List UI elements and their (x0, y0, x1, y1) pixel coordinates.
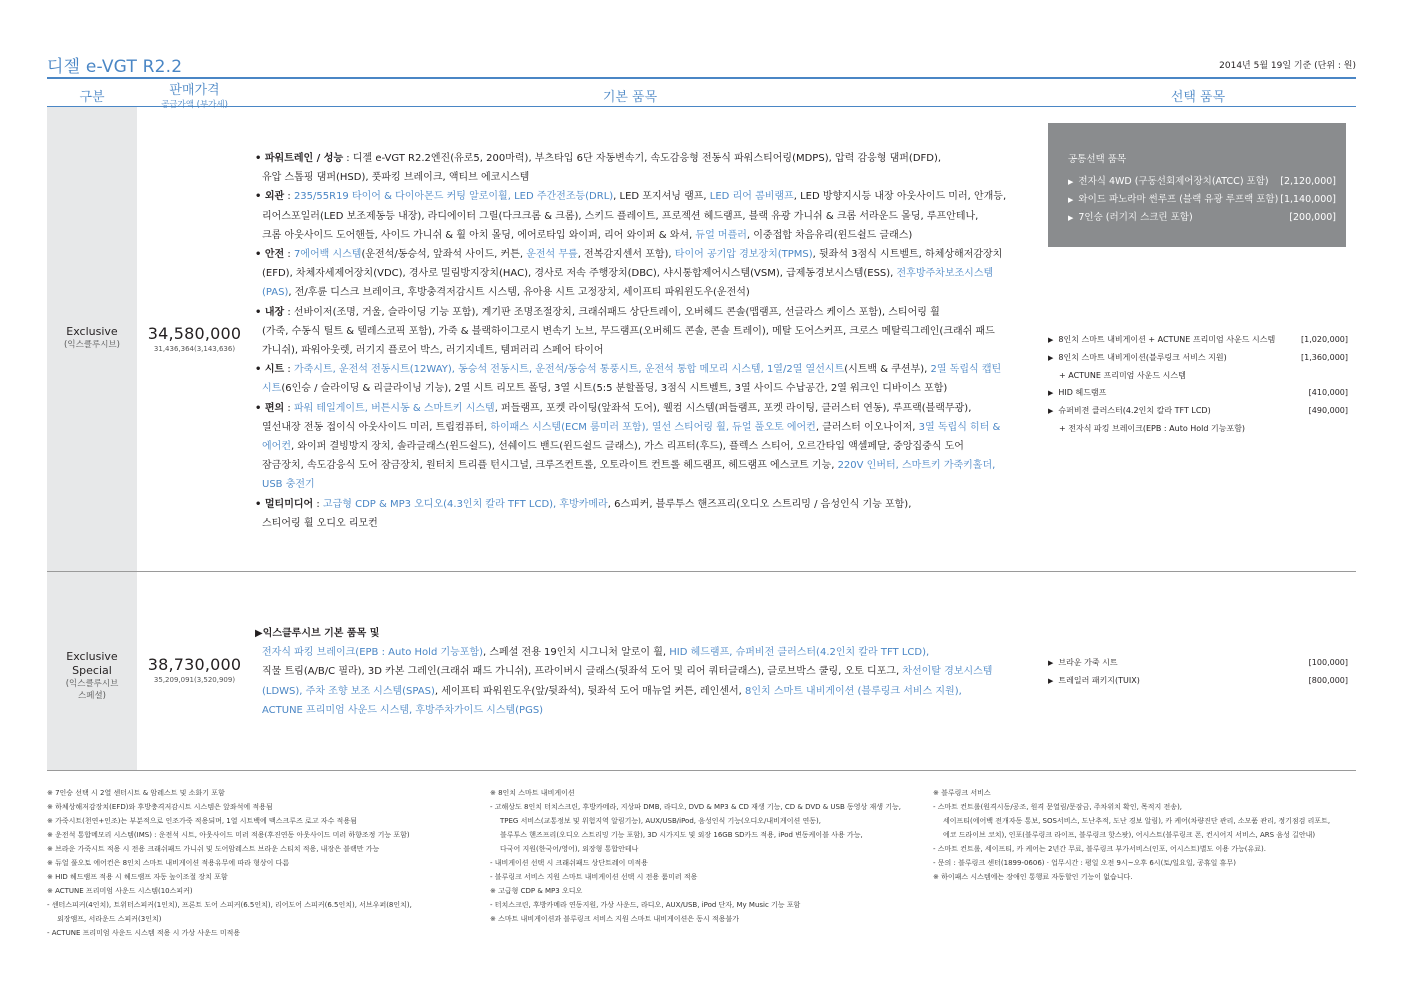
list-item: 잠금장치, 속도감응식 도어 잠금장치, 원터치 트리플 턴시그널, 크루즈컨트롤, 오토라이트 컨트롤 헤드램프, 헤드램프 에스코트 기능, 220V 인버터, 스마트키 가죽키홀더, (262, 460, 996, 472)
list-item: • 외관 : 235/55R19 타이어 & 다이아몬드 커팅 알로이휠, LED 주간전조등(DRL), LED 포지셔닝 램프, LED 리어 콤비램프, LED 방향지시등 내장 아웃사이드 미러, 안개등, (255, 191, 1007, 203)
special-basic-items (255, 624, 1015, 720)
triangle-icon: ▶ (1048, 407, 1054, 415)
special-options (1048, 654, 1348, 690)
triangle-icon: ▶ (1048, 354, 1054, 362)
triangle-icon: ▶ (1048, 677, 1054, 685)
footnote: 외장앰프, 서라운드 스피커(3인치) (57, 915, 162, 923)
table-bottom-rule (47, 770, 1356, 771)
option-row: ▶ 8인치 스마트 내비게이션 + ACTUNE 프리미엄 사운드 시스템 [1,020,000] (1048, 335, 1348, 344)
triangle-icon: ▶ (1048, 659, 1054, 667)
footnote: ※ 브라운 가죽시트 적용 시 전용 크래쉬패드 가니쉬 및 도어암레스트 브라운 스티치 적용, 내장은 블랙만 가능 (47, 845, 380, 853)
footnote: ※ HID 헤드램프 적용 시 헤드램프 자동 높이조절 장치 포함 (47, 873, 228, 881)
common-options-title: 공통선택 품목 (1068, 154, 1127, 165)
trim-exclusive (47, 325, 137, 351)
option-row: ▶ 전자식 4WD (구동선회제어장치(ATCC) 포함) [2,120,000] (1068, 176, 1336, 187)
header-category: 구분 (79, 90, 105, 105)
option-row: ▶ 브라운 가죽 시트 [100,000] (1048, 658, 1348, 667)
price-exclusive-sub: 31,436,364(3,143,636) (153, 345, 236, 353)
list-item: • 안전 : 7에어백 시스템(운전석/동승석, 앞좌석 사이드, 커튼, 운전석 무릎, 전복감지센서 포함), 타이어 공기압 경보장치(TPMS), 뒷좌석 3점식 시트벨트, 하체상해저감장치 (255, 249, 1003, 261)
list-item: 크롬 아웃사이드 도어핸들, 사이드 가니쉬 & 휠 아치 몰딩, 에어로타입 와이퍼, 리어 와이퍼 & 와셔, 듀얼 머플러, 이중접합 차음유리(윈드쉴드 글래스) (262, 229, 913, 241)
list-item: ACTUNE 프리미엄 사운드 시스템, 후방주차가이드 시스템(PGS) (262, 704, 544, 716)
footnote: - 터치스크린, 후방카메라 연동지원, 가상 사운드, 라디오, AUX/USB, iPod 단자, My Music 기능 포함 (490, 901, 801, 909)
footnote: 다국어 지원(한국어/영어), 외장형 통합안테나 (500, 845, 639, 853)
price-special (137, 655, 252, 684)
list-item: 가니쉬), 파워아웃렛, 러기지 플로어 박스, 러기지네트, 템퍼러리 스페어 타이어 (262, 345, 604, 357)
footnotes-col1 (47, 786, 467, 940)
list-item: (PAS), 전/후륜 디스크 브레이크, 후방충격저감시트 시스템, 유아용 시트 고정장치, 세이프티 파워윈도우(운전석) (262, 287, 750, 299)
footnote: - ACTUNE 프리미엄 사운드 시스템 적용 시 가상 사운드 미적용 (47, 929, 241, 937)
list-item: USB 충전기 (262, 479, 315, 491)
footnote: - 스마트 컨트롤(원격시동/공조, 원격 문열림/문잠금, 주차위치 확인, 목적지 전송), (933, 803, 1183, 811)
list-item: 시트(6인승 / 슬라이딩 & 리클라이닝 기능), 2열 시트 리모트 폴딩, 3열 시트(5:5 분할폴딩, 3점식 시트벨트, 3열 사이드 수납공간, 2열 워크인 디바이스 포함) (262, 383, 948, 395)
header-basic-items: 기본 품목 (602, 90, 658, 105)
triangle-icon: ▶ (1048, 389, 1054, 397)
footnote: ※ 스마트 내비게이션과 블루링크 서비스 지원 스마트 내비게이션은 동시 적용불가 (490, 915, 740, 923)
footnote: 세이프티(에어백 전개자동 통보, SOS서비스, 도난추적, 도난 경보 알림), 카 케어(차량진단 관리, 소모품 관리, 정기점검 리포트, (943, 817, 1331, 825)
footnotes-col2 (490, 786, 910, 926)
header-price-label: 판매가격 (169, 83, 220, 98)
footnote: 블루투스 핸즈프리(오디오 스트리밍 기능 포함), 3D 시가지도 및 외장 16GB SD카드 적용, iPod 변동케이블 사용 가능, (500, 831, 863, 839)
option-row: ▶ 슈퍼비전 클러스터(4.2인치 칼라 TFT LCD) [490,000] (1048, 406, 1348, 415)
triangle-icon: ▶ (1068, 196, 1074, 204)
footnote: - 문의 : 블루링크 센터(1899-0606) · 업무시간 : 평일 오전 9시~오후 6시(토/일요일, 공휴일 휴무) (933, 859, 1236, 867)
footnote: ※ 하이패스 시스템에는 장애인 통행료 자동할인 기능이 없습니다. (933, 873, 1133, 881)
footnote: ※ 하체상해저감장치(EFD)와 후방충격저감시트 시스템은 앞좌석에 적용됨 (47, 803, 273, 811)
list-item: 유압 스톱핑 댐퍼(HSD), 풋파킹 브레이크, 액티브 에코시스템 (262, 172, 530, 184)
triangle-icon: ▶ (1068, 214, 1074, 222)
trim-exclusive-sub: (익스클루시브) (64, 340, 120, 350)
footnote: - 내비게이션 선택 시 크래쉬패드 상단트레이 미적용 (490, 859, 648, 867)
option-row: ▶ 8인치 스마트 내비게이션(블루링크 서비스 지원) [1,360,000] (1048, 353, 1348, 362)
exclusive-options (1048, 331, 1348, 437)
list-item: (LDWS), 주차 조향 보조 시스템(SPAS), 세이프티 파워윈도우(앞/뒷좌석), 뒷좌석 도어 매뉴얼 커튼, 레인센서, 8인치 스마트 내비게이션 (블루링크 서비스 지원), (262, 685, 962, 697)
list-item: 스티어링 휠 오디오 리모컨 (262, 517, 378, 529)
list-item: • 멀티미디어 : 고급형 CDP & MP3 오디오(4.3인치 칼라 TFT LCD), 후방카메라, 6스피커, 블루투스 핸즈프리(오디오 스트리밍 / 음성인식 기능 포함), (255, 498, 912, 510)
common-options-box (1048, 123, 1346, 247)
price-special-sub: 35,209,091(3,520,909) (153, 676, 236, 684)
option-row: + ACTUNE 프리미엄 사운드 시스템 (1059, 371, 1186, 380)
header-price-sub: 공급가액 (부가세) (161, 100, 228, 110)
price-exclusive-value: 34,580,000 (147, 324, 242, 343)
footnote: TPEG 서비스(교통정보 및 위험지역 알림기능), AUX/USB/iPod, 음성인식 기능(오디오/내비게이션 연동), (500, 817, 821, 825)
list-item: 에어컨, 와이퍼 결빙방지 장치, 솔라글래스(윈드쉴드), 선쉐이드 밴드(윈드쉴드 글래스), 가스 리프터(후드), 플렉스 스티어, 오르간타입 액셀페달, 중앙집중식 도어 (262, 441, 964, 453)
trim-special-name: Exclusive Special (66, 650, 118, 677)
option-row: ▶ 트레일러 패키지(TUIX) [800,000] (1048, 676, 1348, 685)
trim-special-sub1: (익스클루시브 (65, 679, 119, 689)
trim-exclusive-name: Exclusive (66, 325, 118, 338)
footnote: ※ 운전석 통합메모리 시스템(IMS) : 운전석 시트, 아웃사이드 미러 적용(후진연동 아웃사이드 미러 하향조정 기능 포함) (47, 831, 410, 839)
list-item: (가죽, 수동식 틸트 & 텔레스코픽 포함), 가죽 & 블랙하이그로시 변속기 노브, 무드램프(오버헤드 콘솔, 콘솔 트레이), 메탈 도어스커프, 크로스 메탈릭그레인(크래쉬 패드 (262, 325, 995, 337)
footnote: ※ ACTUNE 프리미엄 사운드 시스템(10스피커) (47, 887, 193, 895)
option-row: ▶ 7인승 (러기지 스크린 포함) [200,000] (1068, 212, 1336, 223)
footnote: ※ 고급형 CDP & MP3 오디오 (490, 887, 583, 895)
date-note: 2014년 5월 19일 기준 (단위 : 원) (1219, 61, 1356, 71)
header-optional-items: 선택 품목 (1170, 90, 1226, 105)
triangle-icon: ▶ (1048, 336, 1054, 344)
page-title: 디젤 e-VGT R2.2 (47, 57, 183, 77)
option-row: ▶ 와이드 파노라마 썬루프 (블랙 유광 루프랙 포함) [1,140,000] (1068, 194, 1336, 205)
footnote: ※ 8인치 스마트 내비게이션 (490, 789, 575, 797)
list-item: • 내장 : 선바이저(조명, 거울, 슬라이딩 기능 포함), 계기판 조명조절장치, 크래쉬패드 상단트레이, 오버헤드 콘솔(맵램프, 선글라스 케이스 포함), 스티어링 휠 (255, 306, 940, 318)
footnotes-col3 (933, 786, 1353, 884)
footnote: - 고해상도 8인치 터치스크린, 후방카메라, 지상파 DMB, 라디오, DVD & MP3 & CD 재생 기능, CD & DVD & USB 동영상 재생 기능, (490, 803, 902, 811)
header-price (137, 79, 252, 110)
footnote: - 센터스피커(4인치), 트위터스피커(1인치), 프론트 도어 스피커(6.5인치), 리어도어 스피커(6.5인치), 서브우퍼(8인치), (47, 901, 412, 909)
list-item: 전자식 파킹 브레이크(EPB : Auto Hold 기능포함), 스페셜 전용 19인치 시그니처 알로이 휠, HID 헤드램프, 슈퍼비전 클러스터(4.2인치 칼라 TFT LCD), (262, 647, 930, 659)
footnote: ※ 블루링크 서비스 (933, 789, 991, 797)
exclusive-basic-items (255, 149, 1015, 533)
list-item: 리어스포일러(LED 보조제동등 내장), 라디에이터 그릴(다크크롬 & 크롬), 스키드 플레이트, 프로젝션 헤드램프, 블랙 유광 가니쉬 & 크롬 서라운드 몰딩, 루프안테나, (262, 210, 979, 222)
trim-special-sub2: 스페셜) (78, 691, 106, 701)
footnote: - 스마트 컨트롤, 세이프티, 카 케어는 2년간 무료, 블루링크 부가서비스(인포, 어시스트)별도 이용 가능(유료). (933, 845, 1266, 853)
list-item: (EFD), 차체자세제어장치(VDC), 경사로 밀림방지장치(HAC), 경사로 저속 주행장치(DBC), 샤시통합제어시스템(VSM), 급제동경보시스템(ESS), 전후방주차보조시스템 (262, 268, 994, 280)
option-row: + 전자식 파킹 브레이크(EPB : Auto Hold 기능포함) (1059, 424, 1246, 433)
footnote: 에코 드라이브 코치), 인포(블루링크 라이프, 블루링크 핫스팟), 어시스트(블루링크 폰, 컨시어지 서비스, ARS 음성 길안내) (943, 831, 1316, 839)
option-row: ▶ HID 헤드램프 [410,000] (1048, 388, 1348, 397)
footnote: ※ 7인승 선택 시 2열 센터시트 & 암레스트 및 소화기 포함 (47, 789, 225, 797)
list-item: 직물 트림(A/B/C 필라), 3D 카본 그레인(크래쉬 패드 가니쉬), 프라이버시 글래스(뒷좌석 도어 및 리어 쿼터글래스), 글로브박스 쿨링, 오토 디포그, 차선이탈 경보시스템 (262, 666, 993, 678)
list-item: • 시트 : 가죽시트, 운전석 전동시트(12WAY), 동승석 전동시트, 운전석/동승석 통풍시트, 운전석 통합 메모리 시스템, 1열/2열 열선시트(시트백 & 쿠션부), 2열 독립식 캡틴 (255, 364, 1002, 376)
special-heading: ▶익스클루시브 기본 품목 및 (255, 628, 380, 639)
list-item: • 파워트레인 / 성능 : 디젤 e-VGT R2.2엔진(유로5, 200마력), 부츠타입 6단 자동변속기, 속도감응형 전동식 파워스티어링(MDPS), 압력 감응형 댐퍼(DFD), (255, 153, 942, 164)
triangle-icon: ▶ (1068, 178, 1074, 186)
row-divider (47, 571, 1356, 572)
footnote: ※ 듀얼 풀오토 에어컨은 8인치 스마트 내비게이션 적용유무에 따라 형상이 다름 (47, 859, 290, 867)
list-item: • 편의 : 파워 테일게이트, 버튼시동 & 스마트키 시스템, 퍼들램프, 포켓 라이팅(앞좌석 도어), 웰컴 시스템(퍼들램프, 포켓 라이팅, 클러스터 연동), 루프랙(블랙무광), (255, 402, 972, 414)
footnote: ※ 가죽시트(천연+인조)는 부분적으로 인조가죽 적용되며, 1열 시트백에 맥스크루즈 로고 자수 적용됨 (47, 817, 357, 825)
trim-special (47, 650, 137, 702)
footnote: - 블루링크 서비스 지원 스마트 내비게이션 선택 시 전용 룸미러 적용 (490, 873, 698, 881)
price-special-value: 38,730,000 (147, 655, 242, 674)
price-exclusive (137, 324, 252, 353)
list-item: 열선내장 전동 접이식 아웃사이드 미러, 트립컴퓨터, 하이패스 시스템(ECM 룸미러 포함), 열선 스티어링 휠, 듀얼 풀오토 에어컨, 클러스터 이오나이저, 3열 독립식 히터 & (262, 421, 1001, 433)
